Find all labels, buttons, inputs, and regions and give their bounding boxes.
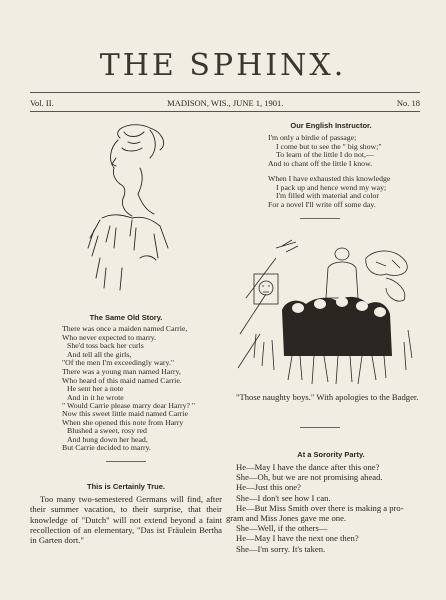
sorority-party-dialogue (226, 462, 426, 554)
verse-line: And hung down her head, (67, 434, 148, 444)
issue-number: No. 18 (396, 98, 420, 108)
dialogue-line: gram and Miss Jones gave me one. (226, 513, 347, 524)
same-old-story-title: The Same Old Story. (89, 313, 163, 322)
dialogue-line: She—I'm sorry. It's taken. (236, 543, 326, 554)
verse-line: For a novel I'll write off some day. (268, 199, 376, 209)
same-old-story-stanza-3 (62, 410, 188, 453)
english-instructor-title: Our English Instructor. (290, 121, 372, 130)
verse-line: And in it he wrote (67, 392, 124, 402)
english-instructor-stanza-2 (268, 175, 390, 209)
verse-line: To learn of the little I do not,— (276, 150, 374, 160)
woman-sketch-illustration (80, 118, 190, 293)
same-old-story-stanza-1 (62, 325, 187, 368)
verse-line: And to chant off the little I know. (268, 158, 373, 168)
verse-line: I'm filled with material and color (276, 191, 379, 201)
dialogue-line: He—Just this one? (236, 482, 301, 493)
dialogue-line: She—Oh, but we are not promising ahead. (236, 472, 383, 483)
dateline: MADISON, WIS., JUNE 1, 1901. (167, 98, 284, 108)
certainly-true-title: This is Certainly True. (87, 482, 165, 491)
verse-line: She'd toss back her curls (67, 341, 144, 351)
verse-line: I come but to see the " big show;" (276, 141, 382, 151)
section-divider (106, 461, 146, 462)
verse-line: He sent her a note (67, 384, 124, 394)
english-instructor-stanza-1 (268, 134, 382, 168)
dialogue-line: He—May I have the next one then? (236, 533, 359, 544)
masthead-title: THE SPHINX. (99, 48, 347, 83)
verse-line: " Would Carrie please marry dear Harry? " (62, 401, 196, 411)
same-old-story-stanza-2 (62, 368, 195, 411)
boys-cartoon-illustration (236, 238, 426, 386)
issue-line (30, 97, 420, 109)
dialogue-line: He—But Miss Smith over there is making a pro- (236, 502, 404, 513)
header-rule-top (30, 92, 420, 93)
verse-line: There was a young man named Harry, (62, 367, 181, 376)
verse-line: When she opened this note from Harry (62, 417, 184, 427)
dialogue-line: She—I don't see how I can. (236, 492, 331, 503)
verse-line: There was once a maiden named Carrie, (62, 324, 188, 333)
cartoon-caption: "Those naughty boys." With apologies to the Badger. (236, 392, 419, 402)
verse-line: But Carrie decided to marry. (62, 443, 151, 453)
verse-line: Now this sweet little maid named Carrie (62, 409, 189, 418)
section-divider (300, 218, 340, 219)
verse-line: And tell all the girls, (67, 349, 132, 359)
certainly-true-text: Too many two-semestered Germans will find, after their summer vacation, to their surprise, that their knowledge of "Dutch" will not extend beyond a faint recollection of an elementary, "Das ist Fräulein Bertha in Garten dort." (30, 494, 222, 546)
verse-line: When I have exhausted this knowledge (268, 174, 391, 183)
dialogue-line: He—May I have the dance after this one? (236, 462, 380, 472)
verse-line: Who never expected to marry. (62, 332, 157, 342)
verse-line: I pack up and hence wend my way; (276, 182, 387, 192)
verse-line: Who heard of this maid named Carrie. (62, 375, 182, 385)
dialogue-line: She—Well, if the others— (236, 523, 328, 534)
header-rule-bottom (30, 111, 420, 112)
volume-label: Vol. II. (30, 98, 54, 108)
section-divider (300, 427, 340, 428)
verse-line: Blushed a sweet, rosy red (67, 426, 147, 436)
verse-line: I'm only a birdie of passage; (268, 133, 357, 142)
sorority-party-title: At a Sorority Party. (297, 450, 365, 459)
verse-line: "Of the men I'm exceedingly wary." (62, 358, 175, 368)
